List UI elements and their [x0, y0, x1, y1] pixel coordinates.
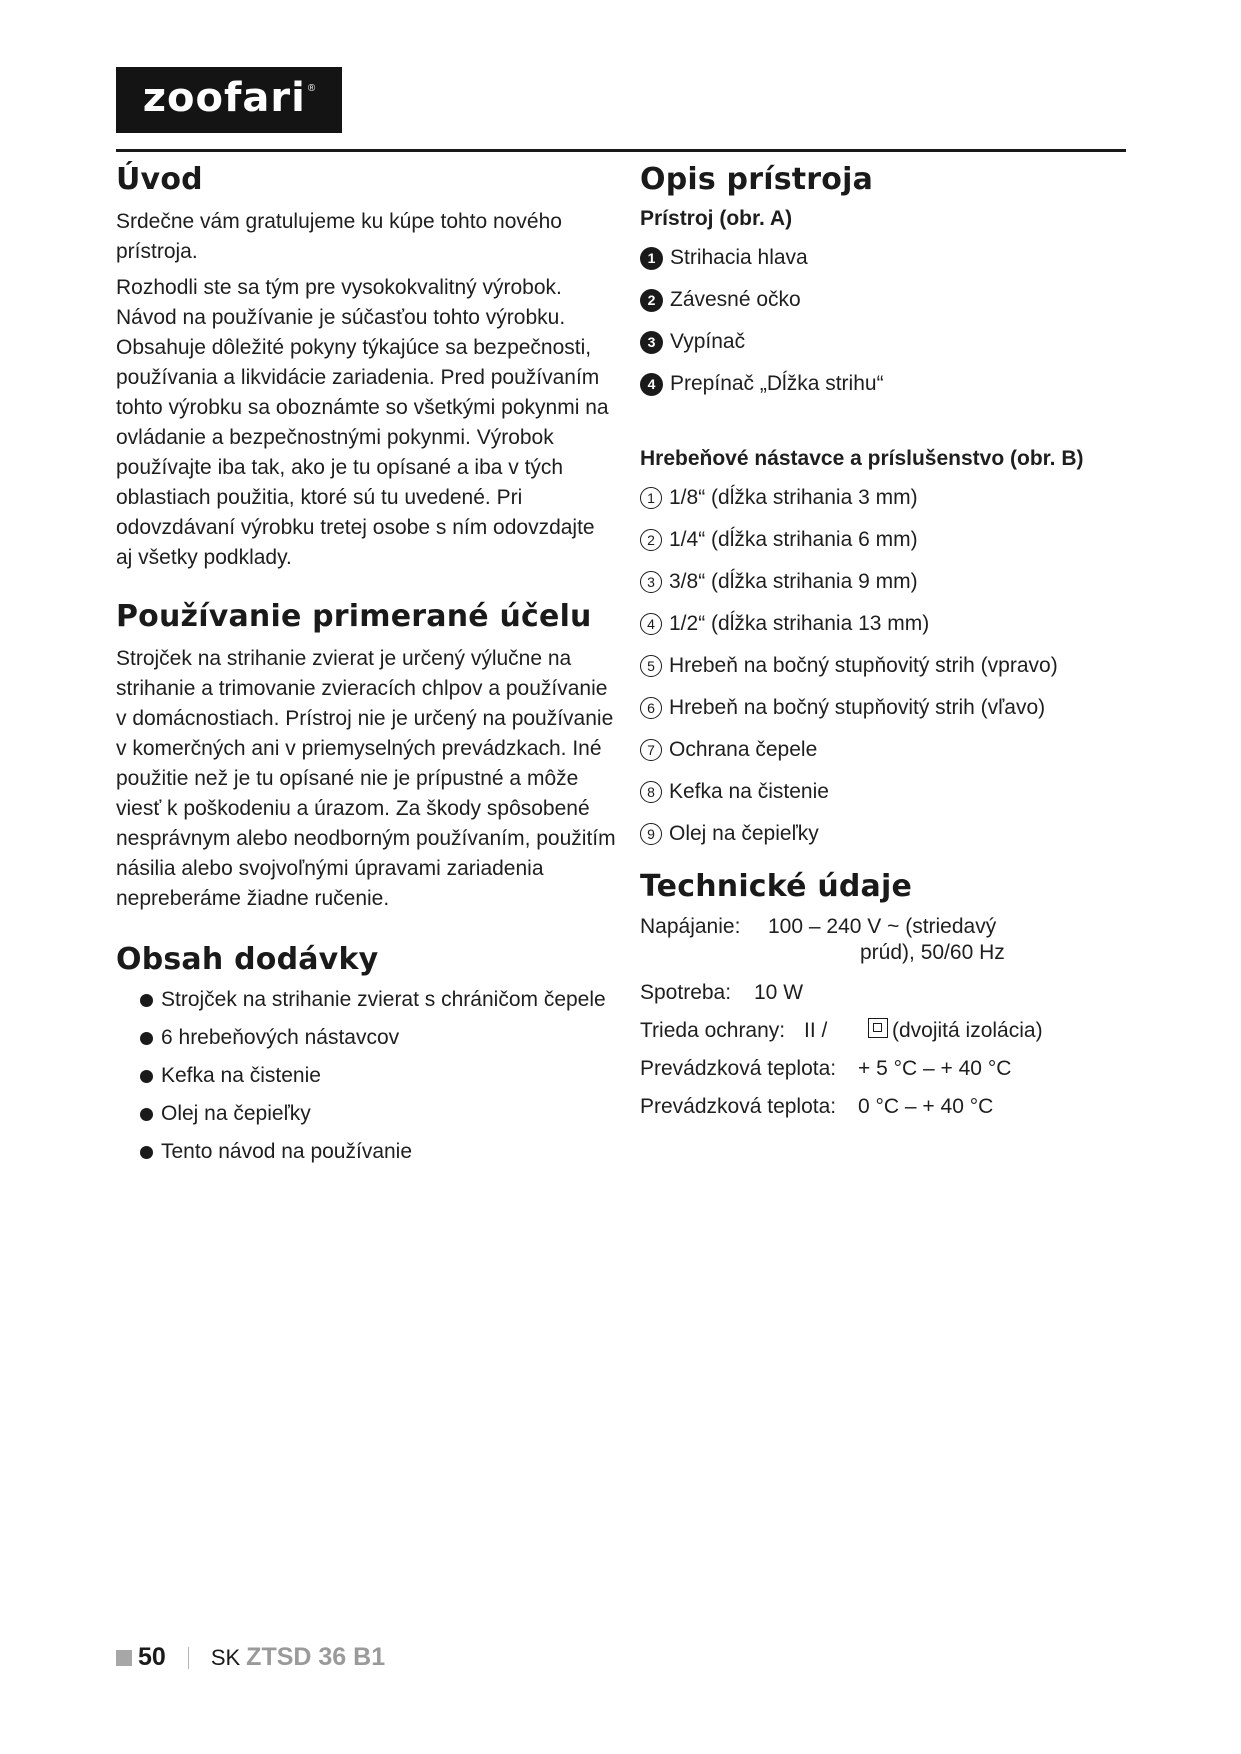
delivery-title: Obsah dodávky	[116, 942, 379, 977]
brand-logo	[116, 67, 342, 133]
device-subtitle: Prístroj (obr. A)	[640, 207, 793, 230]
list-item-text: 3/8“ (dĺžka strihania 9 mm)	[669, 570, 918, 593]
intro-section	[116, 162, 616, 573]
circled-number-icon: 4	[640, 613, 662, 635]
spec-value-line: prúd), 50/60 Hz	[860, 941, 1005, 964]
list-item	[640, 737, 1130, 763]
bullet-icon	[140, 1146, 153, 1159]
spec-label: Napájanie:	[640, 915, 741, 938]
list-item-text: Kefka na čistenie	[161, 1064, 321, 1087]
device-parts-list	[640, 245, 1130, 397]
list-item-text: Hrebeň na bočný stupňovitý strih (vľavo)	[669, 696, 1046, 719]
bullet-icon	[140, 1108, 153, 1121]
list-item	[640, 569, 1130, 595]
list-item-text: Vypínač	[670, 330, 746, 353]
number-badge-icon: 4	[640, 373, 663, 396]
list-item	[640, 485, 1130, 511]
spec-value: 10 W	[754, 981, 804, 1004]
list-item-text: Olej na čepieľky	[669, 822, 819, 845]
list-item-text: 1/4“ (dĺžka strihania 6 mm)	[669, 528, 918, 551]
intro-paragraph: Rozhodli ste sa tým pre vysokokvalitný výrobok. Návod na používanie je súčasťou tohto výrobku. Obsahuje dôležité pokyny týkajúce sa bezpečnosti, používania a likvidácie zariadenia. Pred používaním tohto výrobku sa oboznámte so všetkými pokynmi na ovládanie a bezpečnostnými pokynmi. Výrobok používajte iba tak, ako je tu opísané a iba v tých oblastiach použitia, ktoré sú tu uvedené. Pri odovzdávaní výrobku tretej osobe s ním odovzdajte aj všetky podklady.	[116, 276, 609, 569]
spec-power-supply	[640, 914, 1130, 966]
spec-protection-class	[640, 1018, 1130, 1044]
header-rule	[116, 149, 1126, 152]
list-item	[640, 695, 1130, 721]
spec-label: Prevádzková teplota:	[640, 1057, 837, 1080]
list-item-text: Tento návod na používanie	[161, 1140, 413, 1163]
device-title: Opis prístroja	[640, 162, 874, 197]
attachments-section	[640, 447, 1130, 847]
attachments-subtitle: Hrebeňové nástavce a príslušenstvo (obr. B)	[640, 447, 1084, 470]
page-number: 50	[138, 1643, 166, 1671]
number-badge-icon: 2	[640, 289, 663, 312]
bullet-icon	[140, 1070, 153, 1083]
spec-label: Trieda ochrany:	[640, 1019, 786, 1042]
spec-label: Prevádzková teplota:	[640, 1095, 837, 1118]
right-column	[640, 162, 1130, 1132]
double-insulation-icon	[868, 1018, 888, 1038]
list-item-text: Strojček na strihanie zvierat s chráničom čepele	[161, 988, 606, 1011]
list-item	[640, 329, 1130, 355]
spec-operating-temp	[640, 1056, 1130, 1082]
list-item	[640, 611, 1130, 637]
circled-number-icon: 9	[640, 823, 662, 845]
list-item	[640, 371, 1130, 397]
attachments-list	[640, 485, 1130, 847]
list-item-text: 1/8“ (dĺžka strihania 3 mm)	[669, 486, 918, 509]
intended-use-text: Strojček na strihanie zvierat je určený výlučne na strihanie a trimovanie zvieracích chlpov a používanie v domácnostiach. Prístroj nie je určený na používanie v komerčných ani v priemyselných prevádzkach. Iné použitie než je tu opísané nie je prípustné a môže viesť k poškodeniu a úrazom. Za škody spôsobené nesprávnym alebo neodborným používaním, použitím násilia alebo svojvoľnými úpravami zariadenia nepreberáme žiadne ručenie.	[116, 647, 616, 910]
list-item	[140, 1025, 616, 1051]
number-badge-icon: 1	[640, 247, 663, 270]
delivery-section	[116, 942, 616, 1165]
list-item	[640, 527, 1130, 553]
list-item-text: 6 hrebeňových nástavcov	[161, 1026, 400, 1049]
spec-value: 0 °C – + 40 °C	[858, 1095, 994, 1118]
list-item	[640, 653, 1130, 679]
list-item	[140, 1063, 616, 1089]
circled-number-icon: 7	[640, 739, 662, 761]
list-item	[140, 1139, 616, 1165]
spec-value: II /	[804, 1019, 828, 1042]
left-column	[116, 162, 616, 1177]
logo-text: zoofari	[142, 75, 306, 121]
circled-number-icon: 1	[640, 487, 662, 509]
list-item	[640, 821, 1130, 847]
list-item-text: Hrebeň na bočný stupňovitý strih (vpravo)	[669, 654, 1058, 677]
specs-section	[640, 869, 1130, 1120]
list-item	[640, 287, 1130, 313]
list-item-text: Olej na čepieľky	[161, 1102, 311, 1125]
intended-use-section	[116, 599, 616, 914]
spec-label: Spotreba:	[640, 981, 732, 1004]
spec-value: + 5 °C – + 40 °C	[858, 1057, 1012, 1080]
list-item-text: 1/2“ (dĺžka strihania 13 mm)	[669, 612, 930, 635]
list-item-text: Ochrana čepele	[669, 738, 818, 761]
specs-title: Technické údaje	[640, 869, 913, 904]
list-item-text: Kefka na čistenie	[669, 780, 829, 803]
list-item-text: Závesné očko	[670, 288, 801, 311]
list-item-text: Strihacia hlava	[670, 246, 808, 269]
spec-note: (dvojitá izolácia)	[892, 1019, 1043, 1042]
list-item-text: Prepínač „Dĺžka strihu“	[670, 372, 884, 395]
bullet-icon	[140, 1032, 153, 1045]
spec-value-line: 100 – 240 V ~ (striedavý	[768, 915, 997, 938]
number-badge-icon: 3	[640, 331, 663, 354]
spec-value	[768, 914, 1005, 966]
bullet-icon	[140, 994, 153, 1007]
list-item	[140, 1101, 616, 1127]
circled-number-icon: 2	[640, 529, 662, 551]
intro-paragraph: Srdečne vám gratulujeme ku kúpe tohto nového prístroja.	[116, 210, 562, 263]
spec-consumption	[640, 980, 1130, 1006]
footer-square-icon	[116, 1650, 132, 1666]
circled-number-icon: 8	[640, 781, 662, 803]
registered-mark: ®	[307, 82, 316, 94]
list-item	[640, 779, 1130, 805]
intended-use-title: Používanie primerané účelu	[116, 599, 592, 634]
circled-number-icon: 5	[640, 655, 662, 677]
intro-title: Úvod	[116, 162, 203, 197]
circled-number-icon: 6	[640, 697, 662, 719]
page-footer	[116, 1643, 385, 1672]
language-code: SK	[210, 1644, 241, 1670]
circled-number-icon: 3	[640, 571, 662, 593]
delivery-list	[116, 987, 616, 1165]
device-section	[640, 162, 1130, 397]
model-number: ZTSD 36 B1	[246, 1643, 386, 1671]
list-item	[640, 245, 1130, 271]
footer-divider	[188, 1647, 189, 1669]
spec-operating-temp	[640, 1094, 1130, 1120]
list-item	[140, 987, 616, 1013]
